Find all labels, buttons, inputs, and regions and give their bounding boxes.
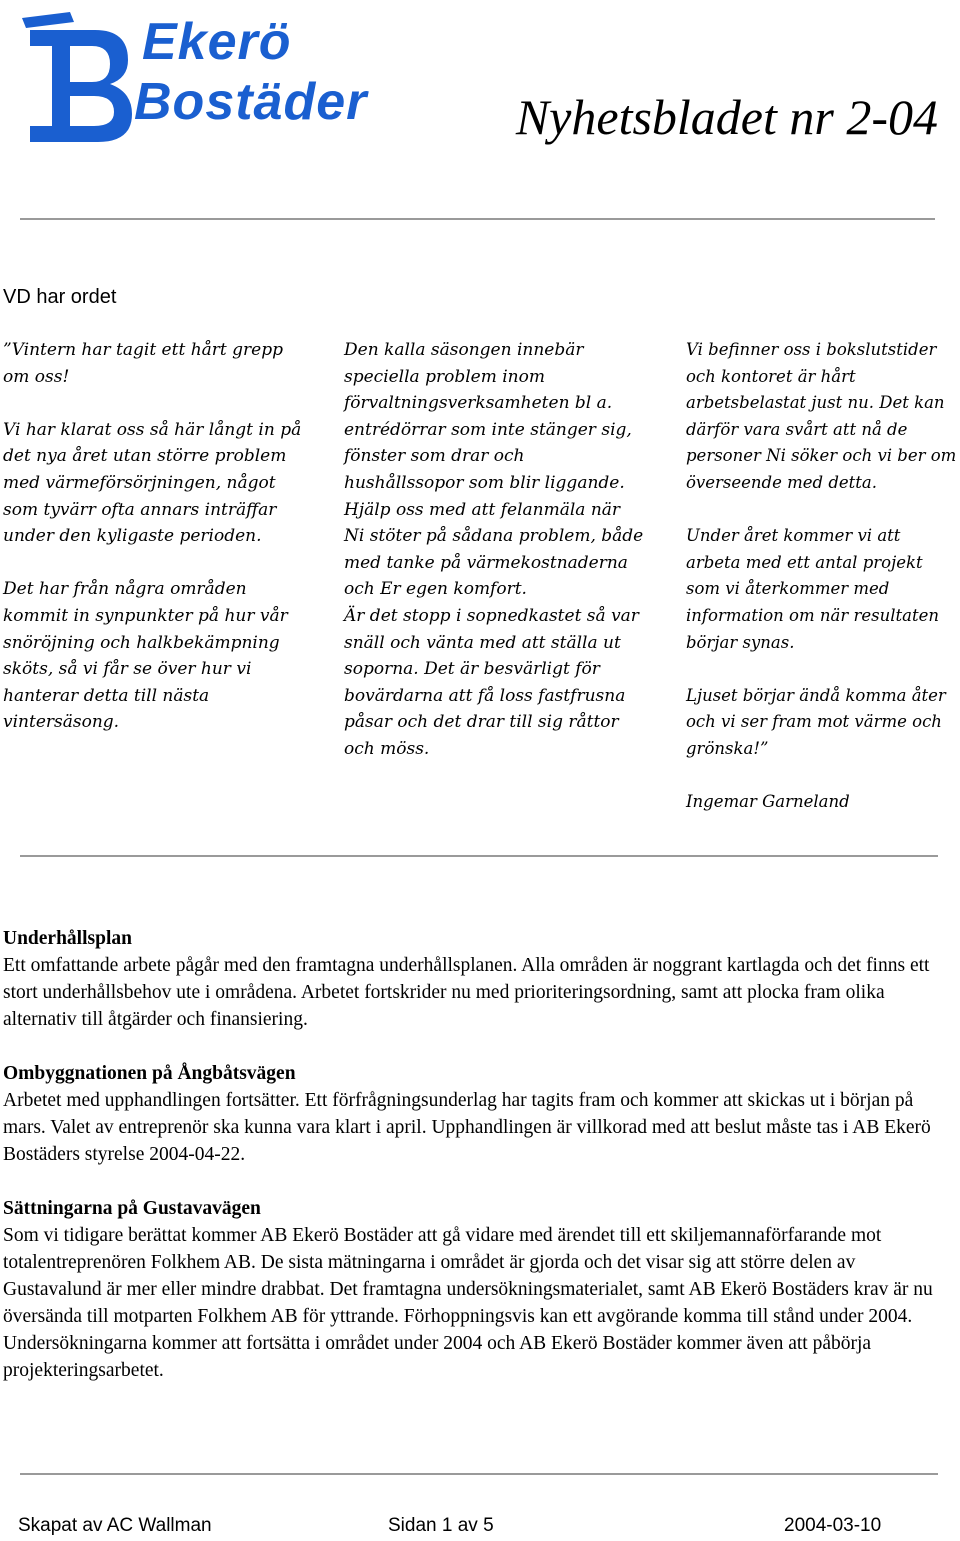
vd-column-3: [686, 337, 960, 842]
section-body-angbatsvagen: Arbetet med upphandlingen fortsätter. Ett förfrågningsunderlag har tagits fram och kommer att skickas ut i början på mars. Valet av entreprenör ska kunna vara klart i april. Upphandlingen är villkorad med att beslut måste tas i AB Ekerö Bostäders styrelse 2004-04-22.: [3, 1090, 931, 1165]
vd-heading: VD har ordet: [3, 286, 117, 308]
newsletter-title: Nyhetsbladet nr 2-04: [515, 89, 938, 145]
section-body-underhallsplan: Ett omfattande arbete pågår med den framtagna underhållsplanen. Alla områden är noggrant kartlagda och det finns ett stort underhållsbehov ute i områdena. Arbetet fortskrider nu med prioriteringsordning, samt att plocka fram olika alternativ till åtgärder och finansiering.: [3, 955, 930, 1030]
vd-paragraph: Hjälp oss med att felanmäla när Ni stöter på sådana problem, både med tanke på värmekostnaderna och Er egen komfort.: [344, 499, 644, 600]
vd-paragraph: Ljuset börjar ändå komma åter och vi ser fram mot värme och grönska!”: [686, 685, 946, 758]
company-logo: [0, 8, 420, 148]
section-heading-angbatsvagen: Ombyggnationen på Ångbåtsvägen: [3, 1063, 296, 1084]
section-heading-gustavavagen: Sättningarna på Gustavavägen: [3, 1198, 261, 1219]
vd-paragraph: Under året kommer vi att arbeta med ett antal projekt som vi återkommer med information om när resultaten börjar synas.: [686, 526, 939, 652]
vd-paragraph: ”Vintern har tagit ett hårt grepp om oss!: [3, 340, 283, 387]
divider-footer: [20, 1473, 938, 1475]
footer-page-number: Sidan 1 av 5: [388, 1515, 494, 1536]
vd-paragraph: Vi har klarat oss så här långt in på det nya året utan större problem med värmeförsörjningen, något som tyvärr ofta annars inträffar under den kyligaste perioden.: [3, 419, 302, 547]
logo-b-mark-icon: [0, 8, 140, 148]
section-heading-underhallsplan: Underhållsplan: [3, 928, 132, 949]
vd-signature: Ingemar Garneland: [686, 792, 850, 812]
vd-paragraph: Vi befinner oss i bokslutstider och kontoret är hårt arbetsbelastat just nu. Det kan därför vara svårt att nå de personer Ni söker och vi ber om överseende med detta.: [686, 340, 957, 492]
divider-top: [20, 218, 935, 220]
vd-paragraph: Den kalla säsongen innebär speciella problem inom förvaltningsverksamheten bl a. entrédörrar som inte stänger sig, fönster som drar och hushållssopor som blir liggande.: [344, 340, 632, 493]
divider-middle: [20, 855, 938, 857]
vd-column-1: [3, 337, 303, 763]
vd-paragraph: Det har från några områden kommit in synpunkter på hur vår snöröjning och halkbekämpning sköts, så vi får se över hur vi hanterar detta till nästa vintersäsong.: [3, 579, 288, 733]
footer-author: Skapat av AC Wallman: [18, 1515, 212, 1536]
vd-column-2: [344, 337, 644, 763]
section-body-gustavavagen: Som vi tidigare berättat kommer AB Ekerö Bostäder att gå vidare med ärendet till ett skiljemannaförfarande mot totalentreprenören Folkhem AB. De sista mätningarna i området är gjorda och det visar sig att större delen av Gustavalund är mer eller mindre drabbat. Det framtagna undersökningsmaterialet, samt AB Ekerö Bostäders krav är nu översända till motparten Folkhem AB för yttrande. Förhoppningsvis kan ett avgörande komma till stånd under 2004. Undersökningarna kommer att fortsätta i området under 2004 och AB Ekerö Bostäder kommer även att påbörja projekteringsarbetet.: [3, 1225, 933, 1381]
logo-text-bostader: Bostäder: [134, 73, 368, 131]
footer-date: 2004-03-10: [784, 1515, 882, 1536]
vd-paragraph: Är det stopp i sopnedkastet så var snäll och vänta med att ställa ut soporna. Det är besvärligt för bovärdarna att få loss fastfrusna påsar och det drar till sig råttor och möss.: [344, 605, 639, 759]
logo-text-ekero: Ekerö: [142, 13, 292, 71]
news-sections: [3, 925, 958, 1411]
